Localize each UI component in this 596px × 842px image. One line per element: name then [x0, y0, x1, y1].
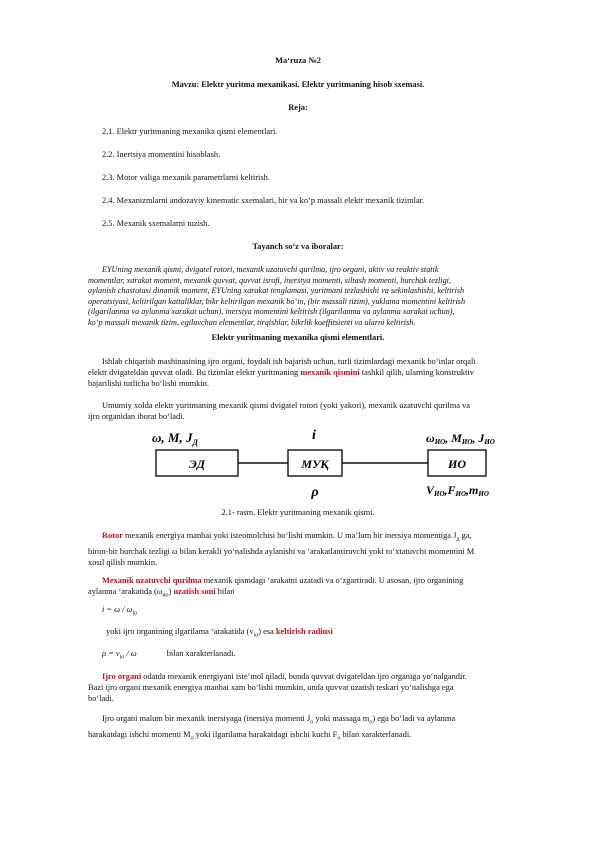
p1-line: bajarilishi turlicha bo‘lishi mumkin.	[88, 379, 209, 388]
formula-description: bilan xarakterlanadi.	[166, 649, 236, 658]
p4-text: )	[168, 587, 174, 596]
figure-caption: 2.1- rasm. Elektr yuritmaning mexanik qismi.	[221, 508, 375, 517]
keywords-line: operatsiyasi, keltirilgan kattaliklar, bikr keltirilgan mexanik bo‘in, (bir massali tizim), yuklama momentini keltirish	[88, 296, 466, 306]
keywords-heading: Tayanch so‘z va iboralar:	[252, 242, 344, 251]
paragraph-rotor	[88, 530, 563, 568]
term-rotor: Rotor	[102, 531, 123, 540]
p5-text: ) esa	[258, 627, 276, 636]
p6-line-1	[88, 671, 563, 682]
p7-line-2	[88, 729, 563, 745]
paragraph-actuator	[88, 671, 563, 704]
plan-heading: Reja:	[288, 103, 308, 112]
p7-sub: o	[369, 719, 373, 726]
term-mexanik-qismi: mexanik qismini	[300, 368, 360, 377]
plan-item: 2.5. Mexanik sxemalarni tuzish.	[102, 219, 210, 228]
paragraph-1	[88, 356, 563, 389]
paragraph-transmission	[88, 575, 563, 602]
plan-item: 2.3. Motor valiga mexanik parametrlarni keltirish.	[102, 173, 270, 182]
p4-text: mexanik qismdagi ‘arakatni uzatadi va o‘zgartiradi. U asosan, ijro organining	[201, 576, 464, 585]
term-reduction-radius: keltirish radiusi	[275, 627, 333, 636]
actuator-box-label: ИО	[448, 457, 466, 471]
p6-line: Bazi ijro organi mexanik energiya manbai xam bo‘lishi mumkin, unda quvvat uzatish teskari yo‘nalishga ega	[88, 683, 454, 692]
p7-text: yoki ilgarilama harakatdagi ishchi kuchi F	[193, 729, 338, 739]
term-mechanical-transmission: Mexanik uzatuvchi qurilma	[102, 576, 202, 585]
formula-gear-ratio	[102, 605, 137, 619]
formula-radius	[102, 649, 236, 663]
formula-sub: io	[132, 610, 138, 617]
p7-sub: o	[190, 735, 194, 742]
p3-line: biron-bir burchak tezligi ω bilan kerakli yo‘nalishda aylanishi va ‘arakatlantiruvchi yoki to‘xtatuvchi momentini M	[88, 546, 475, 556]
p1-text: elektr dvigateldan quvvat oladi. Bu tizimlar elektr yuritmaning	[88, 368, 301, 377]
formula-sub: io	[119, 654, 125, 661]
section-heading: Elektr yuritmaning mexanika qismi elementlari.	[211, 333, 385, 342]
p4-text: aylanma ‘arakatida (ω	[88, 587, 163, 596]
plan-item: 2.2. Inertsiya momentini hisoblash.	[102, 150, 221, 159]
actuator-params-bottom: VИО,FИО,mИО	[426, 483, 489, 498]
keywords-line: momentlar, xarakat moment, mexanik quvvat, quvvat isrofi, inerstya momenti, siltash momenti, burchak tezligi,	[88, 275, 451, 285]
paragraph-2	[88, 400, 563, 422]
keywords-line: ko‘p massali mexanik tizim, egiluvchan elementlar, tirqishlar, bikrlik koeffitsienti va ularni keltirish.	[88, 317, 416, 327]
p4-line-2	[88, 586, 563, 602]
formula-text: / ω	[124, 649, 137, 658]
actuator-params-top: ωИО, MИО, JИО	[426, 431, 495, 446]
p1-text: tashkil qilib, ularning konstruktiv	[359, 368, 474, 377]
p7-sub: o	[310, 719, 314, 726]
formula-text: ρ = v	[102, 649, 120, 658]
p3-sub: д	[456, 536, 460, 543]
keywords-line: (ilgarilanma va aylanma xarakat uchun), inersiya momentini keltirish (ilgarilanma va aylanma xarakat uchun),	[88, 307, 455, 317]
p3-text: ga,	[459, 531, 472, 540]
p7-text: harakatdagi ishchi momenti M	[88, 729, 191, 739]
lecture-title: Ma‘ruza №2	[275, 56, 321, 65]
transmission-box-label: МУҚ	[301, 457, 329, 471]
p4-line-1	[88, 575, 563, 586]
p4-text: bilan	[215, 587, 235, 596]
p7-text: ) ega bo‘ladi va aylanma	[372, 714, 456, 723]
formula-text: i = ω / ω	[102, 605, 133, 614]
term-actuator: Ijro organi	[102, 672, 142, 681]
motor-params-label: ω, M, $J_Д$	[152, 430, 198, 447]
term-gear-ratio: uzatish soni	[173, 587, 216, 596]
p5-text: yoki ijro organining ilgarilama ‘arakatida (v	[106, 627, 254, 636]
plan-item: 2.4. Mexanizmlarni andozaviy kinematic sxemalari, bir va ko‘p massali elektr mexanik tizimlar.	[102, 196, 425, 205]
p3-line: xosil qilish mumkin.	[88, 557, 158, 567]
keywords-paragraph	[88, 265, 562, 329]
p5-sub: io	[253, 632, 259, 639]
p7-line-1	[88, 713, 563, 729]
keywords-line: EYUning mexanik qismi, dvigatel rotori, mexanik uzatuvchi qurilma, ijro organi, aktiv va reaktiv statik	[102, 265, 439, 274]
p7-sub: o	[337, 735, 341, 742]
paragraph-radius	[106, 627, 333, 641]
motor-box-label: ЭД	[188, 457, 206, 471]
p2-line: ijro organidan iborat bo‘ladi.	[88, 412, 185, 421]
gear-ratio-symbol: i	[312, 428, 316, 443]
mechanical-part-diagram	[150, 424, 495, 504]
p4-sub: ио	[162, 592, 169, 599]
p1-line: Ishlab chiqarish mashinasining ijro organi, foydali ish bajarish uchun, turli tizimlardagi mexanik bo‘inlar orqali	[102, 357, 476, 366]
paragraph-inertia	[88, 713, 563, 744]
p6-line: bo‘ladi.	[88, 694, 114, 703]
p2-line: Umumiy xolda elektr yuritmaning mexanik qismi dvigatel rotori (yoki yakori), mexanik uzatuvchi qurilma va	[102, 401, 470, 410]
p6-text: odatda mexanik energiyani iste’mol qiladi, bunda quvvat dvigateldan ijro organiga yo‘nalgandir.	[141, 672, 467, 681]
p3-text: mexanik energiya manbai yoki isteomolchisi bo‘lishi mumkin. U ma’lum bir inersiya momentiga J	[122, 531, 457, 540]
plan-item: 2.1. Elektr yuritmaning mexanika qismi elementlari.	[102, 127, 278, 136]
topic-line: Mavzu: Elektr yuritma mexanikasi. Elektr yuritmaning hisob sxemasi.	[171, 80, 425, 89]
p7-text: yoki massaga m	[313, 714, 370, 723]
p7-text: Ijro organi malum bir mexanik inersiyaga (inersiya momenti J	[102, 714, 311, 723]
keywords-line: aylanish chastotasi dinamik moment, EYUning xarakat tenglamasi, yuritmani tezlashishi va sekinlashishi, keltirish	[88, 286, 465, 296]
p7-text: bilan xarakterlanadi.	[340, 729, 412, 739]
reduction-radius-symbol: ρ	[311, 485, 319, 500]
p3-line-1	[88, 530, 563, 546]
p1-line-2	[88, 367, 563, 378]
